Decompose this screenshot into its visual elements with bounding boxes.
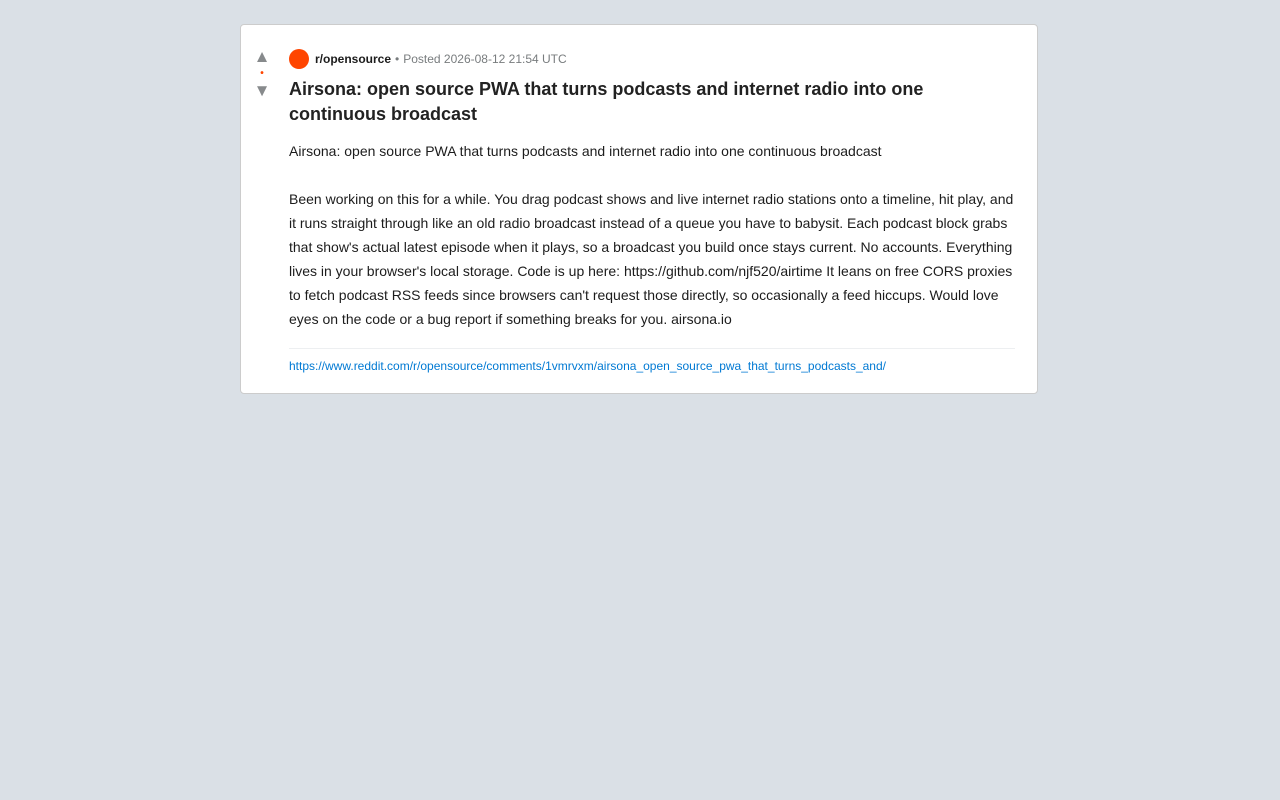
- upvote-arrow-icon[interactable]: ▲: [253, 47, 271, 66]
- subreddit-avatar-icon[interactable]: [289, 49, 309, 69]
- post-content: [289, 49, 1015, 374]
- post-card: [240, 24, 1038, 394]
- permalink-link[interactable]: https://www.reddit.com/r/opensource/comments/1vmrvxm/airsona_open_source_pwa_that_turns_podcasts_and/: [289, 359, 886, 373]
- post-meta: [289, 49, 1015, 69]
- post-body-paragraph: Been working on this for a while. You drag podcast shows and live internet radio stations onto a timeline, hit play, and it runs straight through like an old radio broadcast instead of a queue you have to babysit. Each podcast block grabs that show's actual latest episode when it plays, so a broadcast you build once stays current. No accounts. Everything lives in your browser's local storage. Code is up here: https://github.com/njf520/airtime It leans on free CORS proxies to fetch podcast RSS feeds since browsers can't request those directly, so occasionally a feed hiccups. Would love eyes on the code or a bug report if something breaks for you. airsona.io: [289, 191, 1014, 327]
- post-footer: [289, 348, 1015, 374]
- downvote-arrow-icon[interactable]: ▼: [253, 81, 271, 100]
- post-timestamp: Posted 2026-08-12 21:54 UTC: [403, 52, 567, 66]
- subreddit-link[interactable]: r/opensource: [315, 52, 392, 66]
- meta-separator: •: [395, 52, 400, 66]
- vote-column: [241, 47, 283, 101]
- post-title[interactable]: Airsona: open source PWA that turns podcasts and internet radio into one continuous broadcast: [289, 79, 924, 124]
- vote-score: •: [260, 68, 264, 79]
- post-body-paragraph: Airsona: open source PWA that turns podcasts and internet radio into one continuous broadcast: [289, 143, 882, 159]
- post-body: [289, 139, 1015, 331]
